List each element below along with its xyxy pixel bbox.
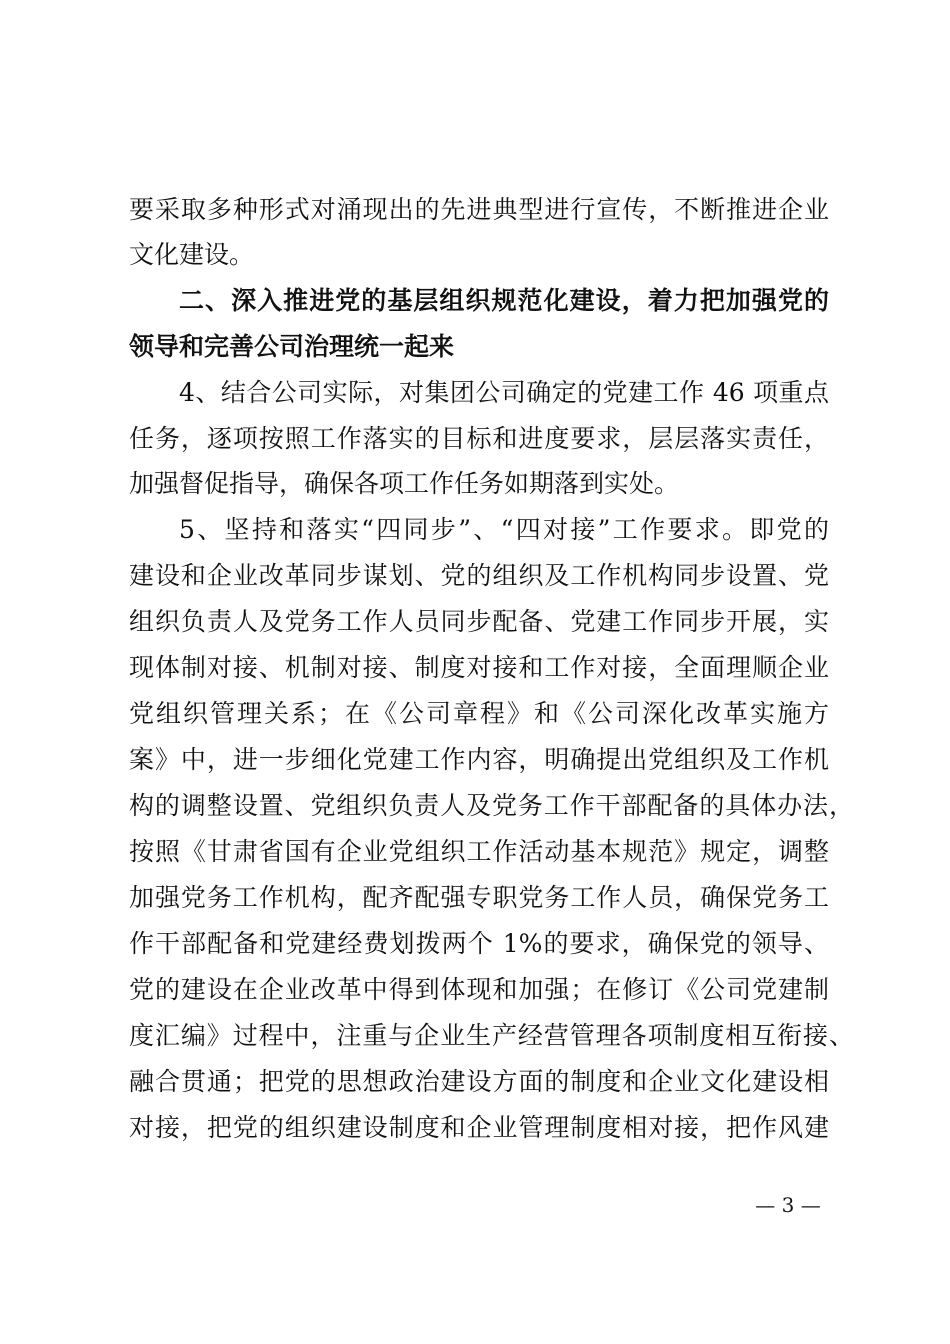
item-5-line: 建设和企业改革同步谋划、党的组织及工作机构同步设置、党 — [129, 561, 829, 590]
item-5-line: 对接，把党的组织建设制度和企业管理制度相对接，把作风建 — [129, 1113, 829, 1142]
item-5-line: 加强党务工作机构，配齐配强专职党务工作人员，确保党务工 — [129, 883, 829, 912]
item-5-line: 党组织管理关系；在《公司章程》和《公司深化改革实施方 — [129, 699, 829, 728]
paragraph-line: 要采取多种形式对涌现出的先进典型进行宣传，不断推进企业 — [129, 195, 829, 224]
item-5-line: 作干部配备和党建经费划拨两个 1%的要求，确保党的领导、 — [129, 929, 829, 958]
item-5-line: 构的调整设置、党组织负责人及党务工作干部配备的具体办法， — [129, 791, 854, 820]
item-4-line: 4、结合公司实际，对集团公司确定的党建工作 46 项重点 — [179, 378, 829, 407]
item-5-line: 现体制对接、机制对接、制度对接和工作对接，全面理顺企业 — [129, 653, 829, 682]
item-5-line: 组织负责人及党务工作人员同步配备、党建工作同步开展，实 — [129, 607, 829, 636]
item-4-line: 加强督促指导，确保各项工作任务如期落到实处。 — [129, 469, 680, 498]
section-heading-line: 领导和完善公司治理统一起来 — [129, 332, 455, 361]
item-5-line: 度汇编》过程中，注重与企业生产经营管理各项制度相互衔接、 — [129, 1021, 854, 1050]
item-5-line: 融合贯通；把党的思想政治建设方面的制度和企业文化建设相 — [129, 1067, 829, 1096]
page-number: — 3 — — [755, 1193, 821, 1217]
item-4-line: 任务，逐项按照工作落实的目标和进度要求，层层落实责任， — [129, 424, 829, 453]
paragraph-line: 文化建设。 — [129, 240, 255, 269]
item-5-line: 案》中，进一步细化党建工作内容，明确提出党组织及工作机 — [129, 745, 829, 774]
section-heading-line: 二、深入推进党的基层组织规范化建设，着力把加强党的 — [179, 286, 829, 315]
item-5-line: 党的建设在企业改革中得到体现和加强；在修订《公司党建制 — [129, 975, 829, 1004]
item-5-line: 5、坚持和落实“四同步”、“四对接”工作要求。即党的 — [179, 515, 829, 544]
item-5-line: 按照《甘肃省国有企业党组织工作活动基本规范》规定，调整 — [129, 837, 829, 866]
